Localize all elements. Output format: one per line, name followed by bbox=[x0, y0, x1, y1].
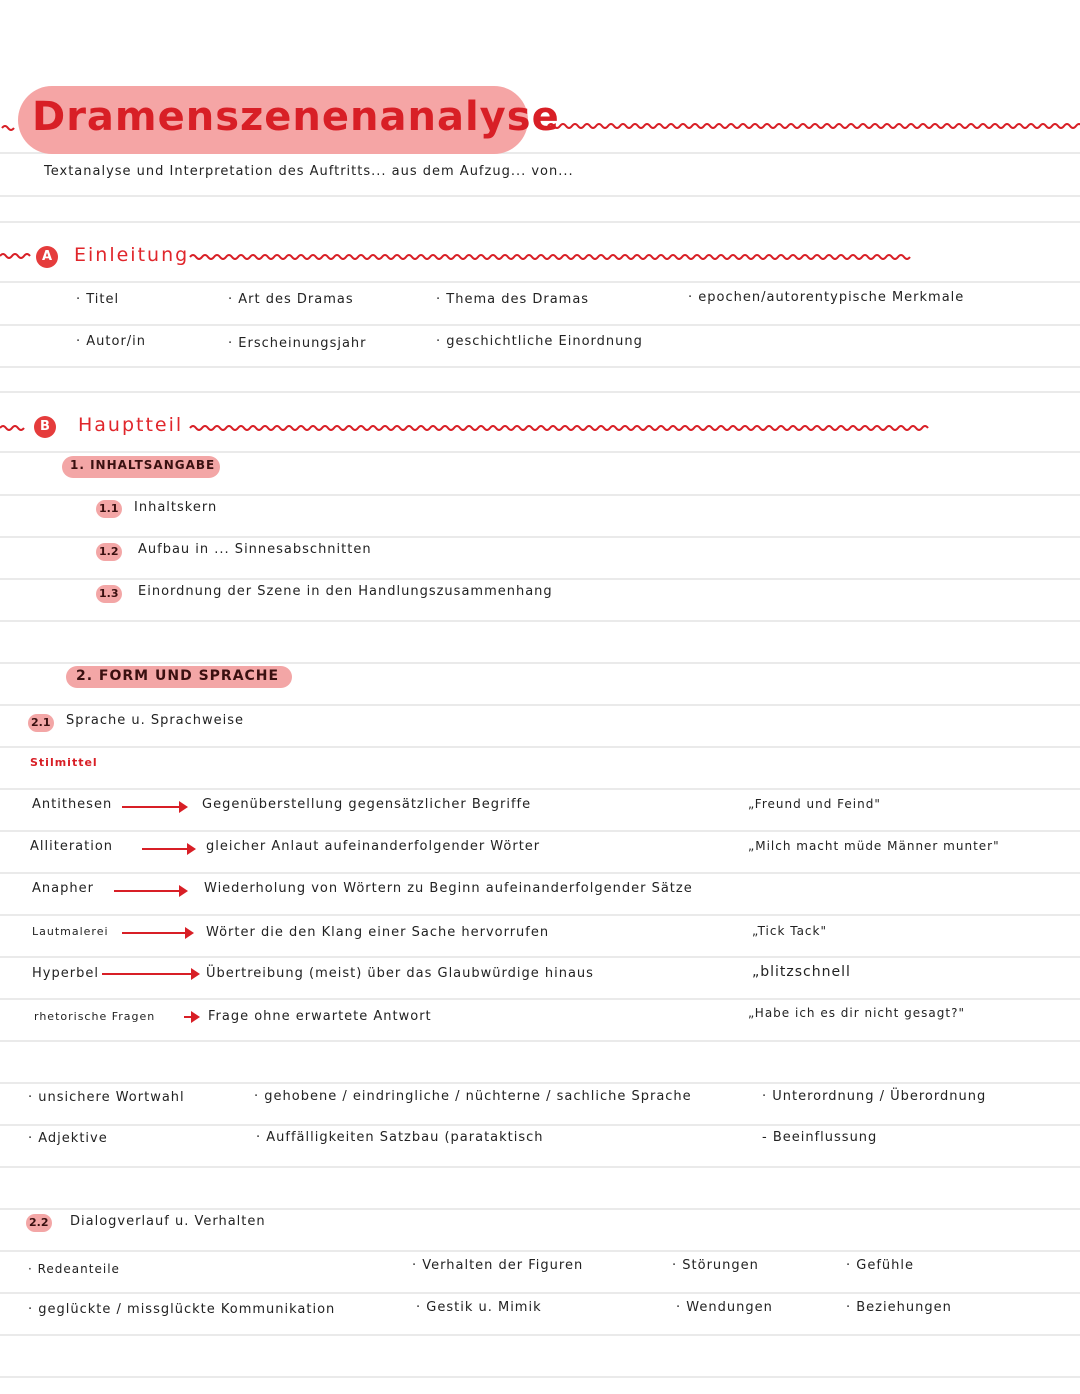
dialog-item: · geglückte / missglückte Kommunikation bbox=[28, 1302, 336, 1317]
section-a-title: Einleitung bbox=[74, 244, 190, 266]
device-term: Anapher bbox=[32, 881, 94, 896]
device-term: Antithesen bbox=[32, 797, 113, 812]
language-note: · Adjektive bbox=[28, 1131, 108, 1146]
device-example: „blitzschnell bbox=[752, 964, 851, 980]
intro-item: · Autor/in bbox=[76, 334, 147, 349]
language-note: · Unterordnung / Überordnung bbox=[762, 1089, 987, 1104]
section-a-badge: A bbox=[36, 246, 58, 268]
section-b-wave-left bbox=[0, 426, 24, 430]
device-definition: Wörter die den Klang einer Sache hervorrufen bbox=[206, 925, 550, 940]
dialog-item: · Gestik u. Mimik bbox=[416, 1300, 542, 1315]
page-title: Dramenszenenanalyse bbox=[32, 94, 560, 140]
title-wave bbox=[548, 124, 1080, 128]
part1-label: 1. INHALTSANGABE bbox=[70, 458, 216, 472]
dialog-item: · Verhalten der Figuren bbox=[412, 1258, 584, 1273]
subsection-badge: 1.2 bbox=[96, 543, 122, 561]
language-note: - Beeinflussung bbox=[762, 1130, 878, 1145]
dialog-item: · Gefühle bbox=[846, 1258, 915, 1273]
device-example: „Habe ich es dir nicht gesagt?" bbox=[748, 1006, 965, 1020]
device-example: „Milch macht müde Männer munter" bbox=[748, 839, 1000, 853]
intro-item: · Erscheinungsjahr bbox=[228, 336, 367, 351]
subsection-title: Einordnung der Szene in den Handlungszusammenhang bbox=[138, 584, 553, 599]
language-note: · gehobene / eindringliche / nüchterne / sachliche Sprache bbox=[254, 1089, 692, 1104]
device-term: Hyperbel bbox=[32, 966, 99, 981]
device-term: rhetorische Fragen bbox=[34, 1010, 156, 1023]
subsection-badge: 1.1 bbox=[96, 500, 122, 518]
subsection-badge: 1.3 bbox=[96, 585, 122, 603]
intro-item: · epochen/autorentypische Merkmale bbox=[688, 290, 965, 305]
section-a-wave-left bbox=[0, 254, 30, 258]
section-b-badge: B bbox=[34, 416, 56, 438]
dialog-item: · Störungen bbox=[672, 1258, 759, 1273]
section-a-wave bbox=[190, 255, 910, 259]
arrow-icon bbox=[114, 890, 186, 892]
arrow-icon bbox=[122, 932, 192, 934]
intro-item: · geschichtliche Einordnung bbox=[436, 334, 643, 349]
stilmittel-label: Stilmittel bbox=[30, 756, 98, 769]
intro-item: · Art des Dramas bbox=[228, 292, 354, 307]
device-definition: Frage ohne erwartete Antwort bbox=[208, 1009, 432, 1024]
subsection-title: Aufbau in ... Sinnesabschnitten bbox=[138, 542, 372, 557]
arrow-icon bbox=[142, 848, 194, 850]
subsection-badge: 2.1 bbox=[28, 714, 54, 732]
dialog-item: · Wendungen bbox=[676, 1300, 773, 1315]
part2-label: 2. FORM UND SPRACHE bbox=[76, 668, 280, 684]
arrow-icon bbox=[122, 806, 186, 808]
dialog-item: · Beziehungen bbox=[846, 1300, 952, 1315]
intro-item: · Titel bbox=[76, 292, 120, 307]
device-example: „Tick Tack" bbox=[752, 924, 827, 938]
section-b-title: Hauptteil bbox=[78, 414, 184, 436]
arrow-icon bbox=[184, 1016, 198, 1018]
device-term: Alliteration bbox=[30, 839, 114, 854]
device-definition: Übertreibung (meist) über das Glaubwürdige hinaus bbox=[206, 966, 594, 981]
subsection-badge: 2.2 bbox=[26, 1214, 52, 1232]
dialog-item: · Redeanteile bbox=[28, 1262, 120, 1276]
page-subtitle: Textanalyse und Interpretation des Auftritts... aus dem Aufzug... von... bbox=[44, 164, 574, 179]
device-definition: Gegenüberstellung gegensätzlicher Begriffe bbox=[202, 797, 532, 812]
language-note: · Auffälligkeiten Satzbau (parataktisch bbox=[256, 1130, 544, 1145]
intro-item: · Thema des Dramas bbox=[436, 292, 590, 307]
section-b-wave bbox=[190, 426, 928, 430]
subsection-title: Inhaltskern bbox=[134, 500, 218, 515]
arrow-icon bbox=[102, 973, 198, 975]
device-example: „Freund und Feind" bbox=[748, 797, 881, 811]
subsection-title: Sprache u. Sprachweise bbox=[66, 713, 245, 728]
language-note: · unsichere Wortwahl bbox=[28, 1090, 185, 1105]
device-definition: gleicher Anlaut aufeinanderfolgender Wörter bbox=[206, 839, 541, 854]
subsection-title: Dialogverlauf u. Verhalten bbox=[70, 1214, 266, 1229]
device-definition: Wiederholung von Wörtern zu Beginn aufeinanderfolgender Sätze bbox=[204, 881, 693, 896]
device-term: Lautmalerei bbox=[32, 925, 109, 938]
